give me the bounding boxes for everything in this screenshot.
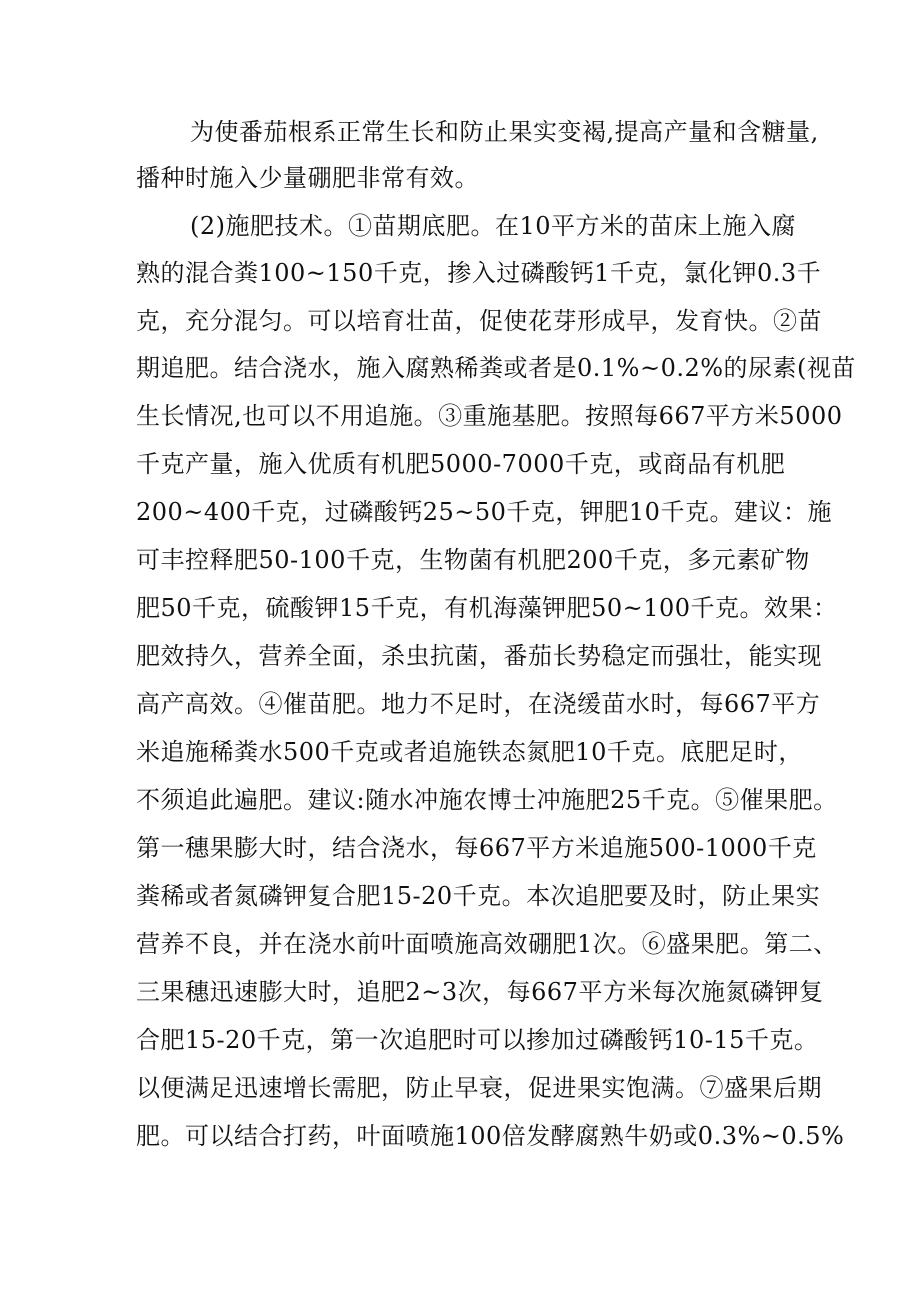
text-line: 千克产量，施入优质有机肥5000-7000千克，或商品有机肥 — [136, 450, 786, 478]
text-line: 克，充分混匀。可以培育壮苗，促使花芽形成早，发育快。②苗 — [136, 307, 822, 335]
text-line: 生长情况,也可以不用追施。③重施基肥。按照每667平方米5000 — [136, 402, 843, 430]
text-line: 合肥15-20千克，第一次追肥时可以掺加过磷酸钙10-15千克。 — [136, 1026, 819, 1054]
text-line: 营养不良，并在浇水前叶面喷施高效硼肥1次。⑥盛果肥。第二、 — [136, 930, 838, 958]
text-line: 期追肥。结合浇水，施入腐熟稀粪或者是0.1%~0.2%的尿素(视苗 — [136, 354, 856, 382]
text-line: 不须追此遍肥。建议:随水冲施农博士冲施肥25千克。⑤催果肥。 — [136, 786, 838, 814]
text-line: 三果穗迅速膨大时，追肥2~3次，每667平方米每次施氮磷钾复 — [136, 978, 824, 1006]
text-line: 第一穗果膨大时，结合浇水，每667平方米追施500-1000千克 — [136, 834, 817, 862]
text-line: (2)施肥技术。①苗期底肥。在10平方米的苗床上施入腐 — [190, 212, 797, 240]
text-line: 为使番茄根系正常生长和防止果实变褐,提高产量和含糖量, — [190, 118, 819, 146]
text-line: 播种时施入少量硼肥非常有效。 — [136, 164, 479, 192]
text-line: 肥。可以结合打药，叶面喷施100倍发酵腐熟牛奶或0.3%~0.5% — [136, 1122, 845, 1150]
text-line: 粪稀或者氮磷钾复合肥15-20千克。本次追肥要及时，防止果实 — [136, 882, 821, 910]
text-line: 肥效持久，营养全面，杀虫抗菌，番茄长势稳定而强壮，能实现 — [136, 642, 822, 670]
text-line: 以便满足迅速增长需肥，防止早衰，促进果实饱满。⑦盛果后期 — [136, 1074, 822, 1102]
text-line: 米追施稀粪水500千克或者追施铁态氮肥10千克。底肥足时， — [136, 738, 803, 766]
text-line: 可丰控释肥50-100千克，生物菌有机肥200千克，多元素矿物 — [136, 546, 810, 574]
text-line: 熟的混合粪100~150千克，掺入过磷酸钙1千克，氯化钾0.3千 — [136, 259, 822, 287]
text-line: 200~400千克，过磷酸钙25~50千克，钾肥10千克。建议：施 — [136, 498, 832, 526]
text-line: 高产高效。④催苗肥。地力不足时，在浇缓苗水时，每667平方 — [136, 690, 821, 718]
text-line: 肥50千克，硫酸钾15千克，有机海藻钾肥50~100千克。效果： — [136, 594, 838, 622]
